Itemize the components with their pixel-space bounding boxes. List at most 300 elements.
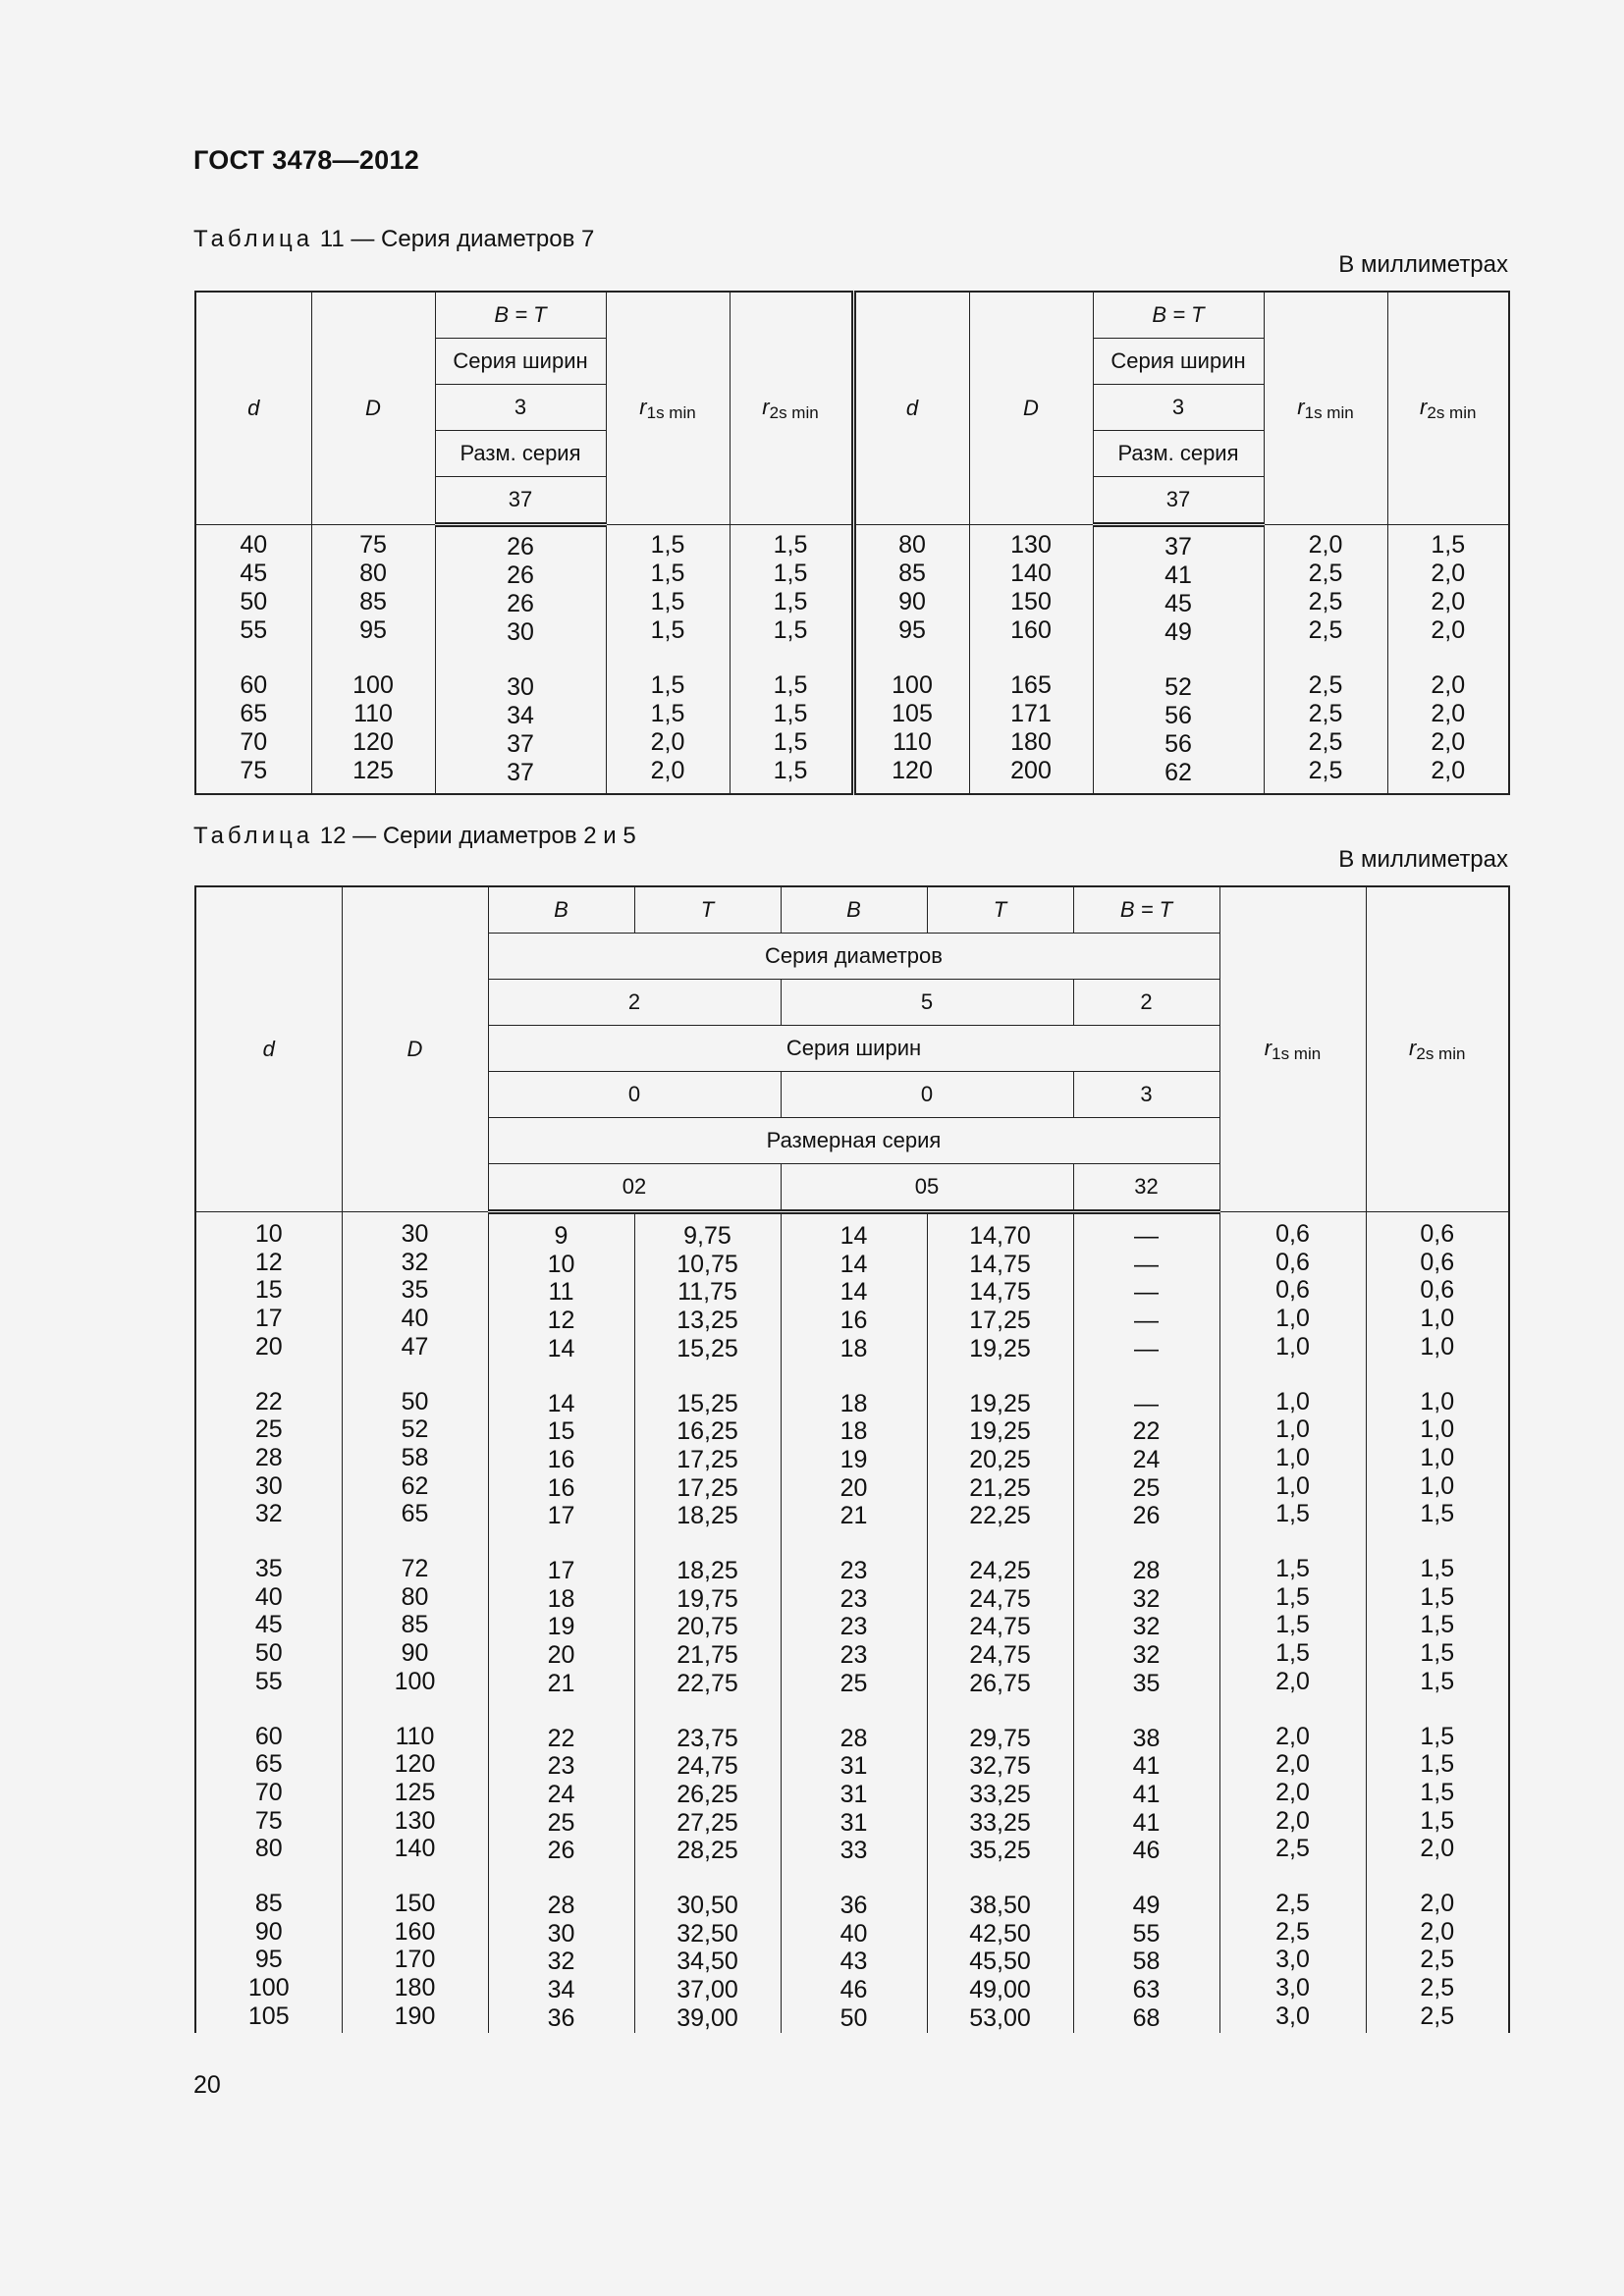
t12-cell: 1,0	[1275, 1332, 1310, 1361]
t12-header-diam-series-label: Серия диаметров	[488, 934, 1219, 980]
t12-cell: 2,5	[1275, 1835, 1310, 1863]
group-gap	[196, 1696, 342, 1723]
t11-cell: 1,5	[650, 616, 685, 644]
t12-cell: 105	[247, 2002, 290, 2030]
t12-header-diam-b: 5	[781, 980, 1073, 1026]
t12-cell: 2,0	[1275, 1667, 1310, 1695]
t11-header-bt-right: B = T	[1093, 292, 1264, 339]
t12-cell: 20,75	[677, 1613, 738, 1641]
t12-cell: 17,25	[677, 1445, 738, 1473]
t11-cell: 60	[240, 671, 268, 699]
group-gap	[928, 1865, 1073, 1892]
t12-col-T2	[927, 1212, 1073, 2033]
t12-cell: 49	[1132, 1892, 1161, 1920]
t12-cell: 30,50	[677, 1892, 738, 1920]
t12-cell: 32	[1132, 1641, 1161, 1670]
t12-cell: 2,0	[1275, 1778, 1310, 1806]
t12-cell: 32	[254, 1500, 283, 1528]
t11-col-r1-left	[606, 525, 730, 795]
t12-cell: 25	[1132, 1473, 1161, 1502]
t12-cell: 30	[254, 1471, 283, 1500]
t12-cell: —	[1134, 1278, 1159, 1307]
t12-cell: 22,25	[969, 1502, 1031, 1530]
t12-cell: 3,0	[1275, 1974, 1310, 2002]
t12-cell: 17	[254, 1305, 283, 1333]
t12-cell: 95	[254, 1946, 283, 1974]
t12-cell: 52	[401, 1415, 429, 1444]
t12-cell: 23,75	[677, 1724, 738, 1752]
t12-cell: 85	[254, 1890, 283, 1918]
t12-cell: 46	[839, 1976, 868, 2004]
t11-cell: 1,5	[773, 728, 808, 756]
t12-cell: 55	[1132, 1919, 1161, 1948]
t12-cell: 35	[401, 1276, 429, 1305]
t12-cell: 33	[839, 1837, 868, 1865]
group-gap	[856, 645, 969, 671]
table11-caption-prefix: Таблица	[193, 226, 314, 252]
t11-header-width-series-right: 3	[1093, 385, 1264, 431]
t12-header-diam-c: 2	[1073, 980, 1219, 1026]
t12-header-r1: $r_{1s min}$	[1219, 886, 1366, 1212]
group-gap	[928, 1363, 1073, 1390]
t12-cell: 24,25	[969, 1557, 1031, 1585]
t12-cell: 16	[547, 1473, 575, 1502]
t12-cell: 23	[839, 1641, 868, 1670]
t12-cell: 41	[1132, 1752, 1161, 1781]
t11-cell: 100	[352, 671, 394, 699]
t12-cell: 16	[839, 1307, 868, 1335]
t12-cell: 85	[401, 1611, 429, 1639]
t11-cell: 75	[359, 531, 387, 559]
t12-cell: 17,25	[969, 1307, 1031, 1335]
group-gap	[1388, 645, 1509, 671]
t11-cell: 80	[898, 531, 926, 559]
t12-cell: 13,25	[677, 1307, 738, 1335]
t12-cell: 2,0	[1275, 1722, 1310, 1750]
t12-cell: 23	[839, 1584, 868, 1613]
t12-cell: 1,0	[1275, 1471, 1310, 1500]
t12-cell: 19	[839, 1445, 868, 1473]
t12-cell: 22	[254, 1387, 283, 1415]
t11-cell: 1,5	[773, 531, 808, 559]
t11-header-r2-right: $r_{2s min}$	[1387, 292, 1509, 525]
t12-cell: 23	[547, 1752, 575, 1781]
t12-cell: 39,00	[677, 2003, 738, 2032]
t11-header-size-series-left: 37	[435, 477, 606, 525]
t12-cell: 49,00	[969, 1976, 1031, 2004]
t11-cell: 1,5	[773, 700, 808, 727]
t12-cell: 46	[1132, 1837, 1161, 1865]
t11-cell: 120	[892, 757, 933, 784]
t11-cell: 65	[240, 700, 268, 727]
t11-cell: 150	[1010, 588, 1052, 615]
t11-cell: 2,5	[1308, 560, 1343, 587]
t11-cell: 37	[507, 730, 534, 758]
t12-cell: 27,25	[677, 1808, 738, 1837]
t12-cell: 37,00	[677, 1976, 738, 2004]
t12-cell: 40	[401, 1305, 429, 1333]
t12-header-size-a: 02	[488, 1164, 781, 1212]
t12-cell: 28,25	[677, 1837, 738, 1865]
t12-cell: 100	[394, 1667, 436, 1695]
t11-cell: 62	[1164, 759, 1192, 786]
t12-col-B1	[488, 1212, 634, 2033]
t11-cell: 1,5	[773, 671, 808, 699]
t12-cell: 32,75	[969, 1752, 1031, 1781]
t12-cell: 18,25	[677, 1502, 738, 1530]
t11-cell: 2,0	[650, 757, 685, 784]
t11-cell: 80	[359, 560, 387, 587]
group-gap	[1367, 1528, 1509, 1555]
t12-cell: 63	[1132, 1976, 1161, 2004]
t12-header-r2: $r_{2s min}$	[1366, 886, 1509, 1212]
t12-cell: 1,5	[1275, 1611, 1310, 1639]
t12-cell: 26	[547, 1837, 575, 1865]
t11-cell: 1,5	[773, 616, 808, 644]
t11-cell: 2,5	[1308, 671, 1343, 699]
group-gap	[436, 647, 606, 673]
t11-header-width-series-label-right: Серия ширин	[1093, 339, 1264, 385]
t11-cell: 2,0	[1431, 560, 1466, 587]
t12-cell: 1,0	[1420, 1387, 1455, 1415]
group-gap	[343, 1696, 488, 1723]
group-gap	[343, 1528, 488, 1555]
t12-cell: 16,25	[677, 1417, 738, 1446]
t12-header-D: D	[342, 886, 488, 1212]
t12-cell: 35	[254, 1555, 283, 1583]
t12-header-B1: B	[488, 886, 634, 934]
t12-cell: 1,0	[1275, 1443, 1310, 1471]
t12-cell: 2,0	[1275, 1750, 1310, 1779]
t11-cell: 2,5	[1308, 616, 1343, 644]
t11-cell: 30	[507, 618, 534, 646]
t12-cell: 15	[254, 1276, 283, 1305]
t12-cell: 55	[254, 1667, 283, 1695]
t11-cell: 1,5	[650, 700, 685, 727]
t12-cell: 28	[254, 1443, 283, 1471]
t12-cell: 62	[401, 1471, 429, 1500]
t11-cell: 2,0	[1431, 671, 1466, 699]
t12-cell: 1,5	[1420, 1722, 1455, 1750]
t12-header-size-b: 05	[781, 1164, 1073, 1212]
t12-cell: 19,25	[969, 1389, 1031, 1417]
t12-cell: 2,5	[1275, 1917, 1310, 1946]
t12-cell: —	[1134, 1222, 1159, 1250]
group-gap	[970, 645, 1093, 671]
t11-cell: 95	[898, 616, 926, 644]
t12-header-T1: T	[634, 886, 781, 934]
t12-cell: 25	[839, 1669, 868, 1697]
group-gap	[731, 645, 851, 671]
t12-cell: 42,50	[969, 1919, 1031, 1948]
group-gap	[1074, 1530, 1219, 1557]
t11-cell: 90	[898, 588, 926, 615]
t11-cell: 2,5	[1308, 588, 1343, 615]
t12-cell: 2,5	[1420, 1946, 1455, 1974]
group-gap	[1367, 1696, 1509, 1723]
t12-cell: 30	[401, 1220, 429, 1248]
t12-cell: 1,0	[1275, 1415, 1310, 1444]
t12-cell: 1,0	[1420, 1305, 1455, 1333]
t12-cell: 31	[839, 1752, 868, 1781]
t12-cell: 1,5	[1420, 1778, 1455, 1806]
t12-col-D	[342, 1212, 488, 2033]
t11-cell: 2,0	[1431, 728, 1466, 756]
table11	[194, 291, 1510, 795]
t12-cell: 0,6	[1420, 1276, 1455, 1305]
t12-cell: 10	[547, 1250, 575, 1278]
t12-cell: 18	[839, 1334, 868, 1362]
t12-cell: 100	[247, 1974, 290, 2002]
t11-cell: 55	[240, 616, 268, 644]
t12-cell: 50	[401, 1387, 429, 1415]
t12-cell: 19,25	[969, 1417, 1031, 1446]
t12-cell: 21	[547, 1669, 575, 1697]
group-gap	[635, 1865, 781, 1892]
t11-cell: 26	[507, 533, 534, 561]
t12-cell: 26,75	[969, 1669, 1031, 1697]
group-gap	[1220, 1696, 1366, 1723]
t11-header-r2-left: $r_{2s min}$	[730, 292, 853, 525]
t12-cell: 14	[547, 1334, 575, 1362]
t12-header-B2: B	[781, 886, 927, 934]
t12-cell: 22	[1132, 1417, 1161, 1446]
t12-cell: 20	[839, 1473, 868, 1502]
t12-cell: 14	[839, 1222, 868, 1250]
group-gap	[1220, 1362, 1366, 1388]
t12-cell: —	[1134, 1334, 1159, 1362]
t11-cell: 165	[1010, 671, 1052, 699]
t12-cell: 32	[1132, 1613, 1161, 1641]
t11-cell: 2,0	[1431, 700, 1466, 727]
t11-header-bt-left: B = T	[435, 292, 606, 339]
t12-col-B2	[781, 1212, 927, 2033]
t12-cell: 1,0	[1420, 1443, 1455, 1471]
t12-cell: 58	[401, 1443, 429, 1471]
t12-cell: 14	[839, 1278, 868, 1307]
t12-cell: 28	[547, 1892, 575, 1920]
t11-cell: 49	[1164, 618, 1192, 646]
t11-cell: 1,5	[650, 531, 685, 559]
t11-cell: 37	[507, 759, 534, 786]
t12-cell: 20,25	[969, 1445, 1031, 1473]
t12-col-T1	[634, 1212, 781, 2033]
t12-header-BT: B = T	[1073, 886, 1219, 934]
group-gap	[489, 1865, 634, 1892]
t12-cell: 2,5	[1420, 1974, 1455, 2002]
t11-cell: 180	[1010, 728, 1052, 756]
table11-caption	[193, 226, 594, 253]
t12-cell: 19,25	[969, 1334, 1031, 1362]
group-gap	[1074, 1698, 1219, 1725]
t11-cell: 41	[1164, 561, 1192, 589]
group-gap	[607, 645, 730, 671]
t11-header-r1-right: $r_{1s min}$	[1264, 292, 1387, 525]
t12-header-width-series-label: Серия ширин	[488, 1026, 1219, 1072]
t11-cell: 85	[898, 560, 926, 587]
t11-header-d-right: d	[853, 292, 969, 525]
t12-cell: 22,75	[677, 1669, 738, 1697]
t12-cell: 1,5	[1275, 1500, 1310, 1528]
t12-cell: 1,0	[1420, 1332, 1455, 1361]
t12-cell: 190	[394, 2002, 436, 2030]
table12-caption-text: 12 — Серии диаметров 2 и 5	[319, 823, 636, 849]
t12-cell: 2,0	[1275, 1806, 1310, 1835]
t11-header-size-series-label-left: Разм. серия	[435, 431, 606, 477]
t11-cell: 200	[1010, 757, 1052, 784]
t12-cell: 17	[547, 1557, 575, 1585]
t12-cell: 1,5	[1420, 1555, 1455, 1583]
t12-cell: 22	[547, 1724, 575, 1752]
t12-cell: 40	[254, 1582, 283, 1611]
t12-cell: 16	[547, 1445, 575, 1473]
t12-cell: 35	[1132, 1669, 1161, 1697]
t12-cell: 34	[547, 1976, 575, 2004]
t11-cell: 2,0	[1431, 757, 1466, 784]
t12-cell: 14,75	[969, 1278, 1031, 1307]
t12-cell: 32	[547, 1948, 575, 1976]
t12-cell: 1,5	[1420, 1582, 1455, 1611]
t12-cell: —	[1134, 1389, 1159, 1417]
t12-cell: 47	[401, 1332, 429, 1361]
t11-cell: 1,5	[773, 757, 808, 784]
t12-cell: 26	[1132, 1502, 1161, 1530]
group-gap	[489, 1698, 634, 1725]
t12-cell: 25	[254, 1415, 283, 1444]
t12-cell: 9	[554, 1222, 568, 1250]
t12-cell: 15	[547, 1417, 575, 1446]
t11-cell: 1,5	[773, 560, 808, 587]
t12-cell: 15,25	[677, 1389, 738, 1417]
t11-cell: 30	[507, 673, 534, 701]
t12-cell: 28	[1132, 1557, 1161, 1585]
t12-cell: 18,25	[677, 1557, 738, 1585]
t12-cell: 21,75	[677, 1641, 738, 1670]
t11-cell: 2,5	[1308, 728, 1343, 756]
group-gap	[196, 1362, 342, 1388]
t12-col-d	[195, 1212, 342, 2033]
t11-cell: 40	[240, 531, 268, 559]
t12-cell: 14	[547, 1389, 575, 1417]
group-gap	[782, 1530, 927, 1557]
t11-col-r2-right	[1387, 525, 1509, 795]
t12-cell: 35,25	[969, 1837, 1031, 1865]
t12-cell: 1,5	[1275, 1555, 1310, 1583]
t11-cell: 37	[1164, 533, 1192, 561]
t11-cell: 125	[352, 757, 394, 784]
t12-cell: 34,50	[677, 1948, 738, 1976]
group-gap	[1220, 1863, 1366, 1890]
t12-cell: 2,0	[1420, 1835, 1455, 1863]
group-gap	[1265, 645, 1387, 671]
t12-cell: 140	[394, 1835, 436, 1863]
t12-cell: 160	[394, 1917, 436, 1946]
t11-cell: 70	[240, 728, 268, 756]
t12-cell: 11	[548, 1278, 574, 1307]
t12-cell: 90	[254, 1917, 283, 1946]
t12-cell: 32	[1132, 1584, 1161, 1613]
t12-cell: 170	[394, 1946, 436, 1974]
t11-cell: 2,0	[1431, 588, 1466, 615]
t12-cell: 23	[839, 1557, 868, 1585]
t12-cell: 45	[254, 1611, 283, 1639]
t12-cell: 20	[547, 1641, 575, 1670]
t12-cell: 38,50	[969, 1892, 1031, 1920]
t12-cell: 1,5	[1420, 1611, 1455, 1639]
t12-cell: 31	[839, 1780, 868, 1808]
t12-cell: 180	[394, 1974, 436, 2002]
t12-cell: 3,0	[1275, 2002, 1310, 2030]
t12-cell: 9,75	[683, 1222, 731, 1250]
t12-cell: 33,25	[969, 1808, 1031, 1837]
group-gap	[1074, 1865, 1219, 1892]
group-gap	[489, 1363, 634, 1390]
t12-cell: 18	[547, 1584, 575, 1613]
t12-cell: 58	[1132, 1948, 1161, 1976]
t12-cell: 70	[254, 1778, 283, 1806]
t11-cell: 160	[1010, 616, 1052, 644]
t12-cell: 45,50	[969, 1948, 1031, 1976]
t12-cell: 1,5	[1420, 1667, 1455, 1695]
t12-cell: 24,75	[677, 1752, 738, 1781]
group-gap	[489, 1530, 634, 1557]
t12-cell: 10,75	[677, 1250, 738, 1278]
t11-cell: 52	[1164, 673, 1192, 701]
t12-cell: 24,75	[969, 1613, 1031, 1641]
group-gap	[635, 1363, 781, 1390]
t11-cell: 45	[240, 560, 268, 587]
t11-cell: 34	[507, 702, 534, 729]
t12-cell: 2,0	[1420, 1917, 1455, 1946]
t12-cell: 32	[401, 1248, 429, 1276]
t12-cell: 17	[547, 1502, 575, 1530]
t11-header-size-series-right: 37	[1093, 477, 1264, 525]
t11-col-r1-right	[1264, 525, 1387, 795]
group-gap	[343, 1863, 488, 1890]
t11-cell: 26	[507, 561, 534, 589]
t12-cell: 65	[254, 1750, 283, 1779]
t12-cell: 1,0	[1275, 1305, 1310, 1333]
t12-cell: 18	[839, 1417, 868, 1446]
t12-cell: 21,25	[969, 1473, 1031, 1502]
t12-header-size-c: 32	[1073, 1164, 1219, 1212]
t12-cell: 41	[1132, 1780, 1161, 1808]
t12-cell: 38	[1132, 1724, 1161, 1752]
t12-cell: 20	[254, 1332, 283, 1361]
t12-cell: 1,5	[1420, 1639, 1455, 1668]
t12-cell: 14,75	[969, 1250, 1031, 1278]
t12-cell: 36	[839, 1892, 868, 1920]
t12-cell: 130	[394, 1806, 436, 1835]
group-gap	[196, 1528, 342, 1555]
t11-col-bt-left	[435, 525, 606, 795]
t12-cell: 68	[1132, 2003, 1161, 2032]
t12-cell: 2,0	[1420, 1890, 1455, 1918]
document-title: ГОСТ 3478—2012	[193, 145, 420, 175]
t12-cell: —	[1134, 1307, 1159, 1335]
t12-cell: 1,5	[1420, 1750, 1455, 1779]
table12-caption-prefix: Таблица	[193, 823, 314, 849]
t12-cell: 125	[394, 1778, 436, 1806]
t12-cell: 80	[401, 1582, 429, 1611]
t12-cell: 1,5	[1420, 1500, 1455, 1528]
t11-cell: 56	[1164, 730, 1192, 758]
page-number: 20	[193, 2071, 221, 2099]
t12-cell: 19,75	[677, 1584, 738, 1613]
t11-header-width-series-label-left: Серия ширин	[435, 339, 606, 385]
t12-col-r1	[1219, 1212, 1366, 2033]
group-gap	[1074, 1363, 1219, 1390]
